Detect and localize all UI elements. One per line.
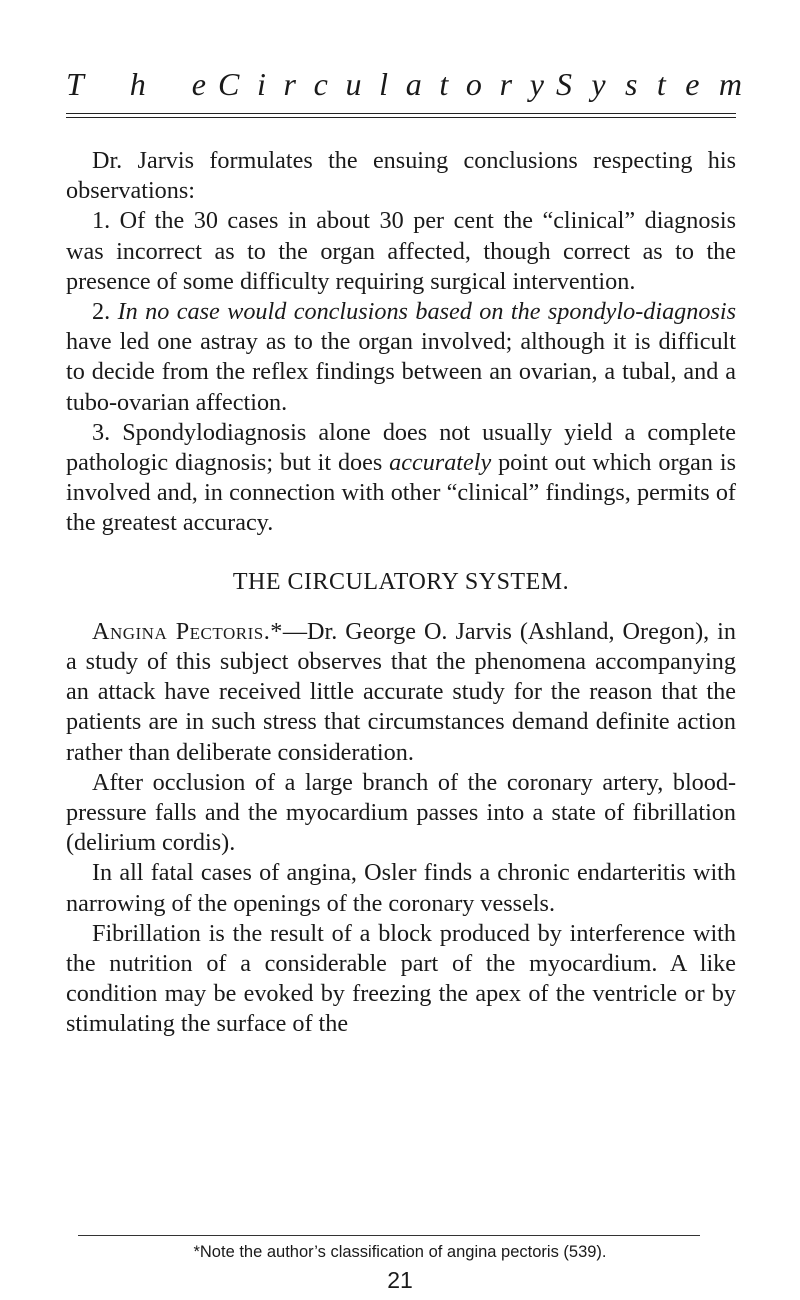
- running-head-word-2: [218, 66, 544, 103]
- running-head-word-3: [556, 66, 742, 103]
- header-rule-top: [66, 113, 736, 114]
- page-number: 21: [387, 1267, 413, 1293]
- running-head-letter: t: [439, 66, 449, 102]
- running-head-letter: l: [379, 66, 389, 102]
- running-head-letter: r: [499, 66, 513, 102]
- running-head-letter: y: [591, 66, 606, 102]
- angina-text: —Dr. George O. Jarvis (Ashland, Oregon), in a study of this subject observes that the phenomena accompanying an attack have received little accurate study for the reason that the patients are in such stress that circumstances demand definite action rather than deliberate consideration.: [66, 617, 736, 766]
- section-title: THE CIRCULATORY SYSTEM.: [232, 568, 570, 595]
- running-head-letter: o: [465, 66, 482, 102]
- conclusion-item-2: [66, 297, 736, 418]
- running-head-letter: a: [405, 66, 422, 102]
- running-head-letter: S: [556, 66, 572, 102]
- item-2-label: 2.: [92, 298, 118, 326]
- running-head-letter: e: [191, 66, 206, 102]
- angina-paragraph: [66, 617, 736, 768]
- body-text: [66, 146, 736, 1040]
- footnote: *Note the author’s classification of angina pectoris (539).: [193, 1243, 607, 1261]
- item-3-italic: accurately: [389, 449, 492, 477]
- item-3-part-b: point out which organ is involved and, in connection with other “clinical” findings, permits of the greatest accuracy.: [66, 449, 736, 537]
- item-2-rest: have led one astray as to the organ involved; although it is difficult to decide from the reflex findings between an ovarian, a tubal, and a tubo-ovarian affection.: [66, 328, 736, 416]
- running-head-word-1: [66, 66, 206, 103]
- angina-paragraph-2: After occlusion of a large branch of the coronary artery, blood-pressure falls and the myocardium passes into a state of fibrillation (delirium cordis).: [66, 768, 736, 857]
- angina-heading: Angina Pectoris.*: [92, 617, 283, 645]
- item-2-italic: In no case would conclusions based on the spondylo-diagnosis: [117, 298, 736, 326]
- running-head-letter: s: [625, 66, 638, 102]
- intro-paragraph: Dr. Jarvis formulates the ensuing conclusions respecting his observations:: [66, 147, 736, 205]
- running-head-letter: i: [257, 66, 266, 102]
- running-head-letter: T: [66, 66, 84, 102]
- running-head-letter: c: [313, 66, 328, 102]
- running-head-letter: e: [685, 66, 700, 102]
- footnote-rule: [78, 1235, 700, 1236]
- conclusion-item-3: [66, 418, 736, 539]
- running-head-letter: u: [345, 66, 362, 102]
- angina-paragraph-4: Fibrillation is the result of a block produced by interference with the nutrition of a considerable part of the myocardium. A like condition may be evoked by freezing the apex of the ventricle or by stimulating the surface of the: [66, 919, 736, 1038]
- running-head-letter: r: [283, 66, 296, 102]
- item-3-part-a: 3. Spondylodiagnosis alone does not usually yield a complete pathologic diagnosis; but it does: [66, 418, 736, 477]
- running-head-letter: C: [218, 66, 240, 102]
- running-head-letter: y: [529, 66, 544, 102]
- header-rule-bottom: [66, 117, 736, 118]
- running-head-letter: m: [718, 66, 742, 102]
- running-head-letter: t: [656, 66, 666, 102]
- angina-paragraph-3: In all fatal cases of angina, Osler finds a chronic endarteritis with narrowing of the openings of the coronary vessels.: [66, 859, 736, 917]
- conclusion-item-1: 1. Of the 30 cases in about 30 per cent the “clinical” diagnosis was incorrect as to the organ affected, though correct as to the presence of some difficulty requiring surgical intervention.: [66, 207, 736, 295]
- running-head-letter: h: [129, 66, 146, 102]
- running-head: [66, 66, 742, 106]
